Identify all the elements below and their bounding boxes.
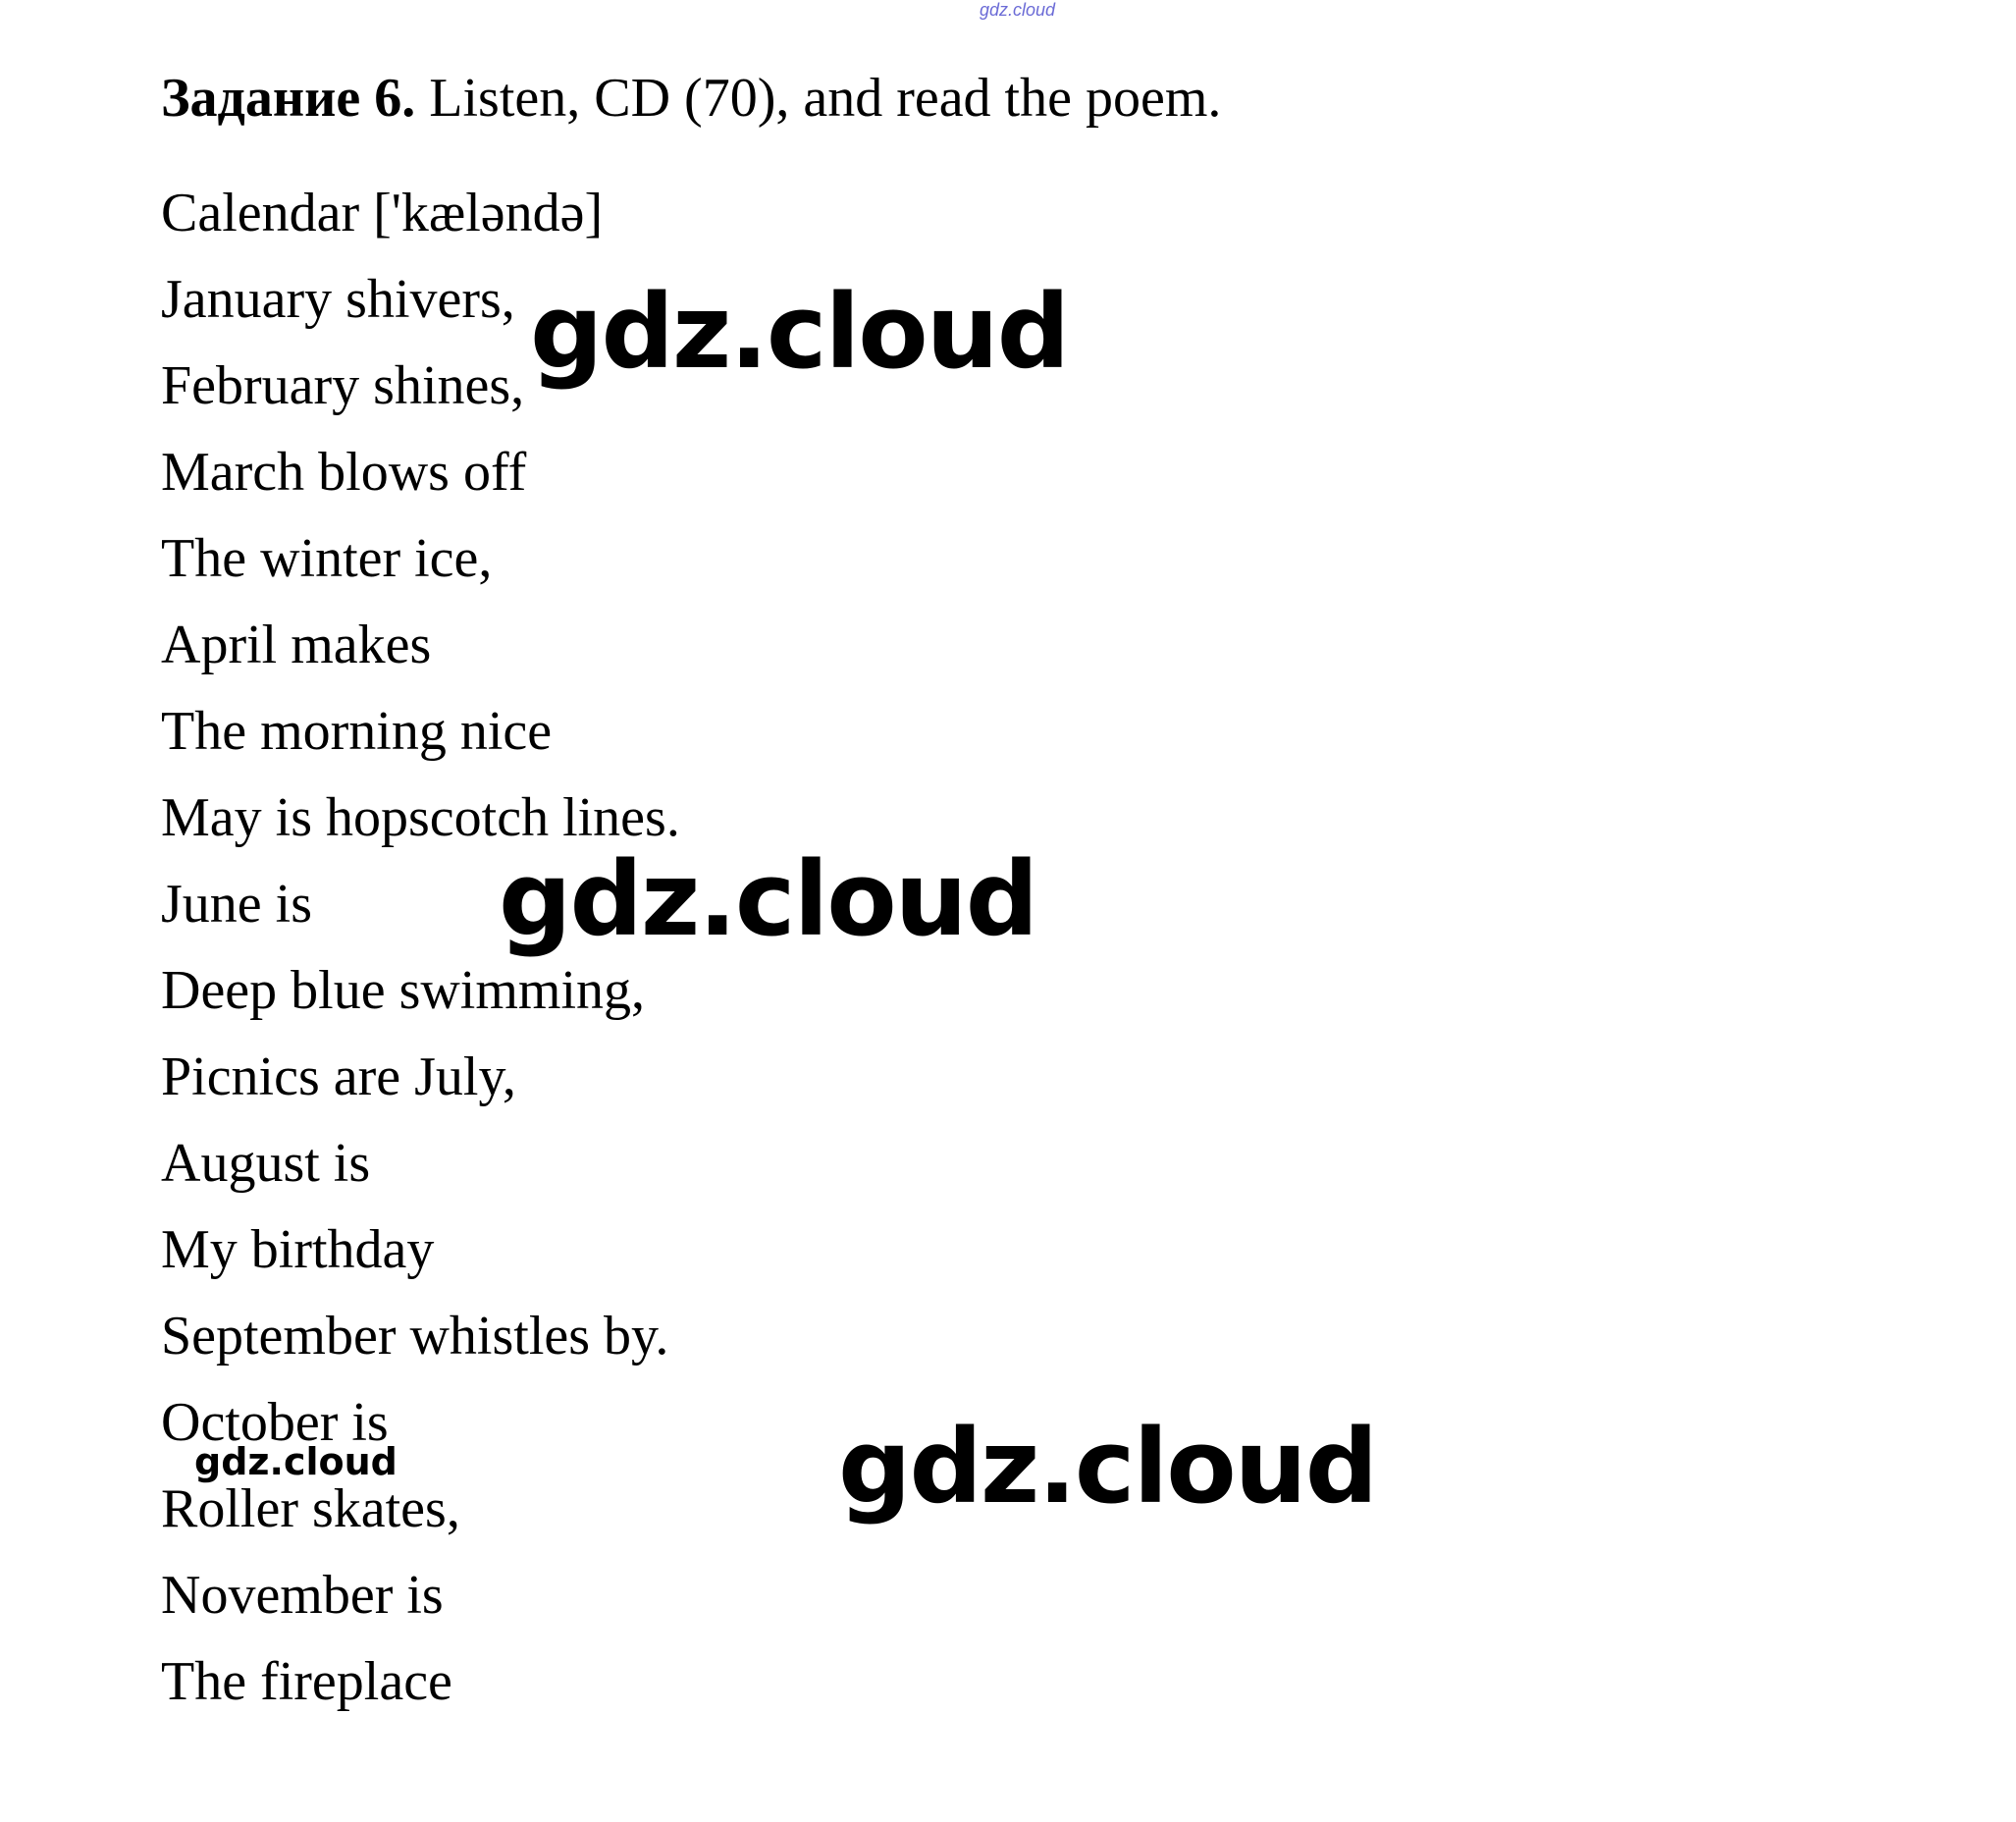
poem-line: The winter ice, — [161, 528, 493, 589]
poem-line: February shines, — [161, 355, 525, 416]
poem-line: October is — [161, 1392, 389, 1453]
task-header — [161, 63, 1221, 134]
poem-line: September whistles by. — [161, 1306, 669, 1366]
poem-line: August is — [161, 1133, 371, 1194]
poem-line: Picnics are July, — [161, 1046, 516, 1107]
task-number: Задание 6. — [161, 68, 416, 129]
watermark: gdz.cloud — [838, 1407, 1377, 1527]
poem-line: My birthday — [161, 1219, 435, 1280]
poem-line: April makes — [161, 615, 432, 675]
poem-line: The fireplace — [161, 1651, 452, 1712]
poem-line: Roller skates, — [161, 1478, 460, 1539]
poem-line: Deep blue swimming, — [161, 960, 646, 1021]
watermark: gdz.cloud — [530, 272, 1069, 392]
poem-line: May is hopscotch lines. — [161, 787, 680, 848]
poem-line: January shivers, — [161, 269, 515, 330]
poem-line: June is — [161, 874, 312, 935]
task-instruction: Listen, CD (70), and read the poem. — [429, 68, 1222, 129]
watermark: gdz.cloud — [499, 839, 1037, 959]
poem-line: March blows off — [161, 442, 527, 503]
site-mark: gdz.cloud — [980, 0, 1056, 20]
poem-line: November is — [161, 1565, 444, 1626]
poem-title: Calendar ['kæləndə] — [161, 183, 604, 243]
watermark: gdz.cloud — [194, 1440, 398, 1483]
poem-line: The morning nice — [161, 701, 553, 762]
